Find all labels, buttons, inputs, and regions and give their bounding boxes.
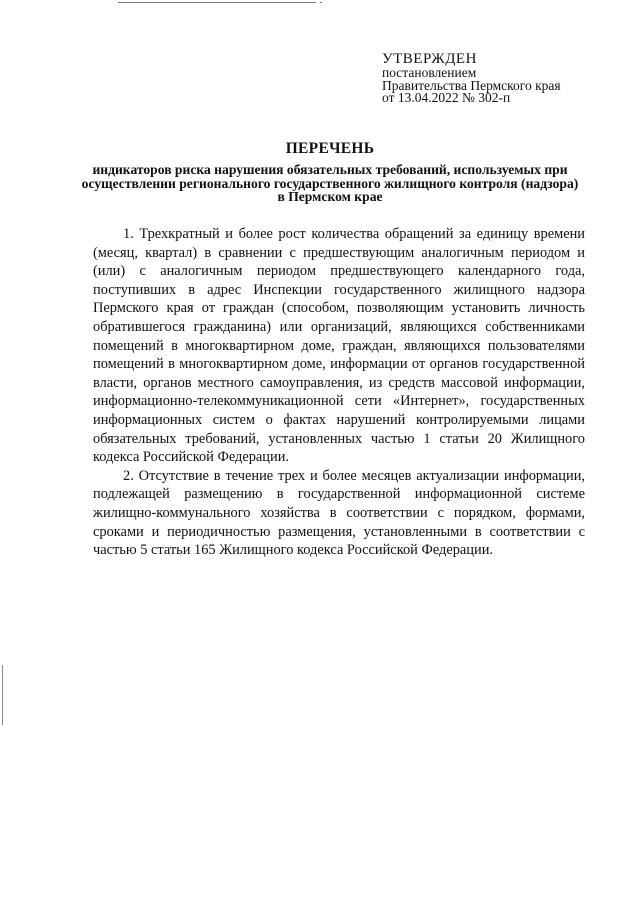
document-heading <box>80 140 580 204</box>
paragraph-2: 2. Отсутствие в течение трех и более месяцев актуализации информации, подлежащей размещению в государственной информационной системе жилищно-коммунального хозяйства в соответствии с порядком, формами, сроками и периодичностью размещения, установленными в соответствии с частью 5 статьи 165 Жилищного кодекса Российской Федерации. <box>93 467 585 559</box>
document-subtitle: индикаторов риска нарушения обязательных требований, используемых при осуществлении регионального государственного жилищного контроля (надзора) в Пермском крае <box>81 162 579 204</box>
approval-line-2: Правительства Пермского края <box>382 77 561 93</box>
approval-title: УТВЕРЖДЕН <box>382 51 477 67</box>
approval-stamp <box>382 51 632 105</box>
scan-artifact-line <box>118 2 316 3</box>
paragraph-1: 1. Трехкратный и более рост количества обращений за единицу времени (месяц, квартал) в сравнении с предшествующим аналогичным периодом и (или) с аналогичным периодом предшествующего календарного года, поступивших в адрес Инспекции государственного жилищного надзора Пермского края от граждан (способом, позволяющим установить личность обратившегося гражданина) или организаций, являющихся собственниками помещений в многоквартирном доме, граждан, являющихся пользователями помещений в многоквартирном доме, информации от органов государственной власти, органов местного самоуправления, из средств массовой информации, информационно-телекоммуникационной сети «Интернет», государственных информационных систем о фактах нарушений контролируемыми лицами обязательных требований, установленных частью 1 статьи 20 Жилищного кодекса Российской Федерации. <box>93 226 585 466</box>
scan-artifact-edge <box>2 665 3 725</box>
approval-line-3: от 13.04.2022 № 302-п <box>382 90 511 105</box>
approval-line-1: постановлением <box>382 65 477 80</box>
document-title: ПЕРЕЧЕНЬ <box>285 140 375 157</box>
document-body <box>93 225 585 560</box>
scan-artifact-dot <box>320 2 322 3</box>
